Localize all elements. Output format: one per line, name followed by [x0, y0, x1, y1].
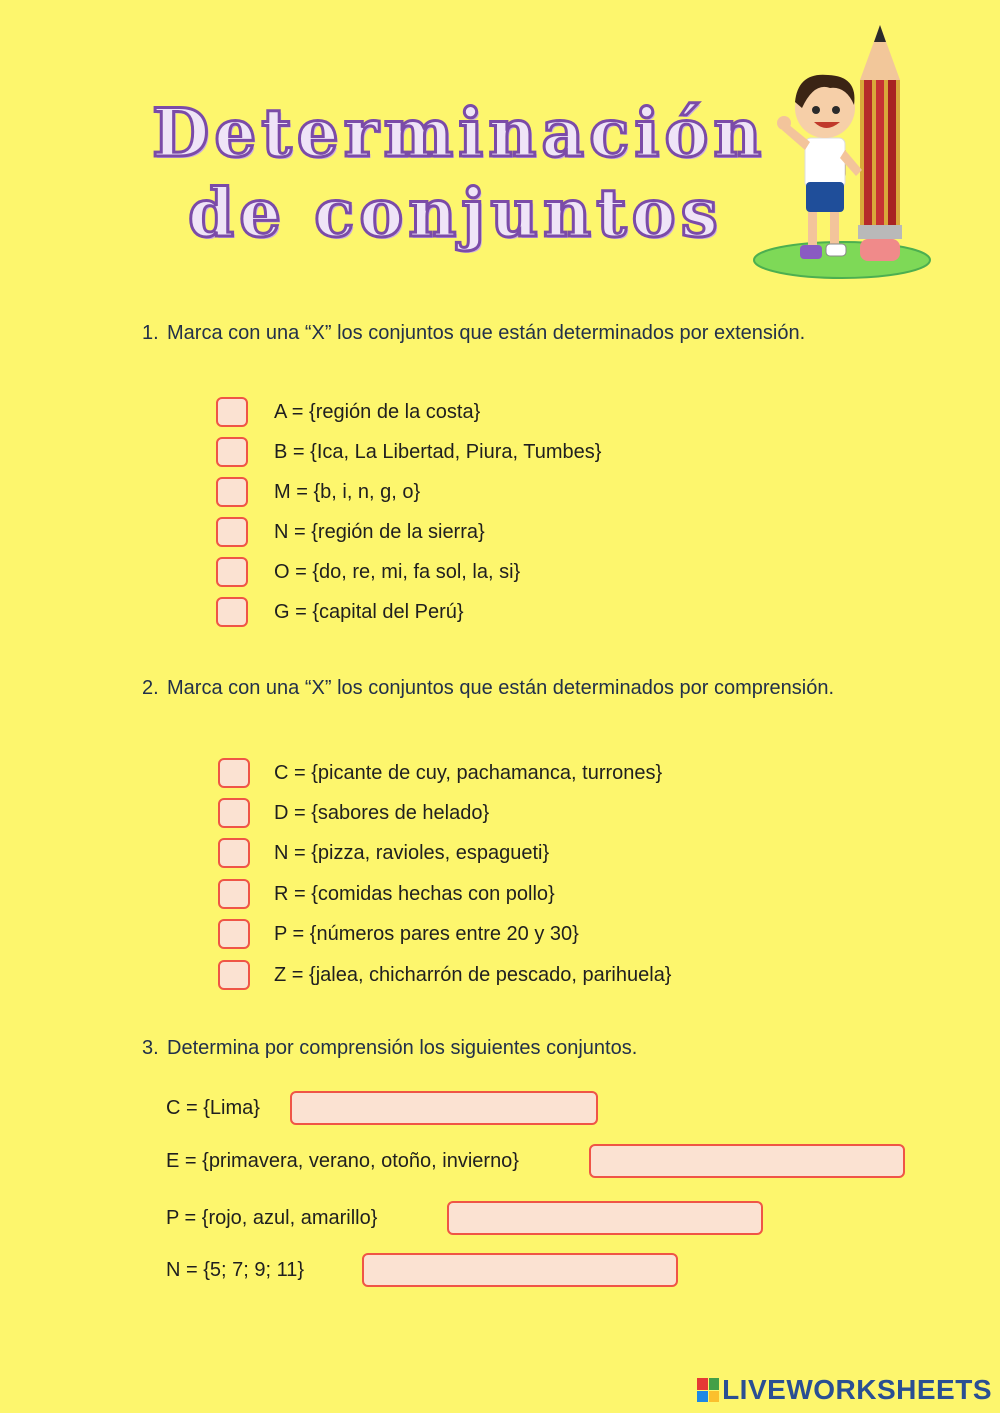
option-checkbox[interactable] — [216, 557, 248, 587]
answer-label: C = {Lima} — [166, 1097, 260, 1119]
option-checkbox[interactable] — [218, 838, 250, 868]
answer-input[interactable] — [589, 1144, 905, 1178]
pencil-icon — [858, 25, 902, 261]
boy-with-pencil-illustration — [750, 20, 935, 285]
footer-brand — [697, 1375, 992, 1405]
answer-row — [166, 1253, 681, 1289]
option-checkbox[interactable] — [218, 758, 250, 788]
answer-row — [166, 1201, 766, 1237]
question-2 — [142, 673, 856, 703]
page-title — [140, 92, 780, 262]
option-checkbox[interactable] — [218, 919, 250, 949]
question-1 — [142, 318, 856, 348]
option-label: B = {Ica, La Libertad, Piura, Tumbes} — [274, 441, 602, 463]
option-checkbox[interactable] — [216, 597, 248, 627]
option-checkbox[interactable] — [216, 397, 248, 427]
option-checkbox[interactable] — [216, 437, 248, 467]
question-number: 3. — [142, 1037, 159, 1059]
brand-name: LIVEWORKSHEETS — [722, 1374, 992, 1405]
option-checkbox[interactable] — [216, 477, 248, 507]
title-line-2: de conjuntos — [188, 174, 723, 252]
question-text: Determina por comprensión los siguientes conjuntos. — [167, 1037, 638, 1059]
answer-input[interactable] — [362, 1253, 678, 1287]
answer-row — [166, 1091, 606, 1127]
option-label: P = {números pares entre 20 y 30} — [274, 923, 579, 945]
option-label: D = {sabores de helado} — [274, 802, 490, 824]
title-line-1: Determinación — [152, 94, 767, 172]
option-label: N = {región de la sierra} — [274, 521, 485, 543]
question-3 — [142, 1033, 856, 1063]
answer-row — [166, 1144, 906, 1180]
question-number: 2. — [142, 677, 159, 699]
option-label: O = {do, re, mi, fa sol, la, si} — [274, 561, 521, 583]
question-text: Marca con una “X” los conjuntos que están determinados por comprensión. — [167, 677, 835, 699]
question-number: 1. — [142, 322, 159, 344]
option-checkbox[interactable] — [216, 517, 248, 547]
answer-label: P = {rojo, azul, amarillo} — [166, 1207, 378, 1229]
option-checkbox[interactable] — [218, 960, 250, 990]
option-checkbox[interactable] — [218, 798, 250, 828]
answer-input[interactable] — [447, 1201, 763, 1235]
boy-icon — [777, 75, 862, 259]
option-checkbox[interactable] — [218, 879, 250, 909]
option-label: G = {capital del Perú} — [274, 601, 464, 623]
answer-input[interactable] — [290, 1091, 598, 1125]
option-label: Z = {jalea, chicharrón de pescado, parihuela} — [274, 964, 672, 986]
option-label: N = {pizza, ravioles, espagueti} — [274, 842, 550, 864]
option-label: R = {comidas hechas con pollo} — [274, 883, 555, 905]
question-text: Marca con una “X” los conjuntos que están determinados por extensión. — [167, 322, 806, 344]
answer-label: E = {primavera, verano, otoño, invierno} — [166, 1150, 519, 1172]
option-label: M = {b, i, n, g, o} — [274, 481, 421, 503]
option-label: A = {región de la costa} — [274, 401, 481, 423]
option-label: C = {picante de cuy, pachamanca, turrones} — [274, 762, 663, 784]
liveworksheets-logo-icon — [697, 1378, 719, 1402]
answer-label: N = {5; 7; 9; 11} — [166, 1259, 305, 1281]
